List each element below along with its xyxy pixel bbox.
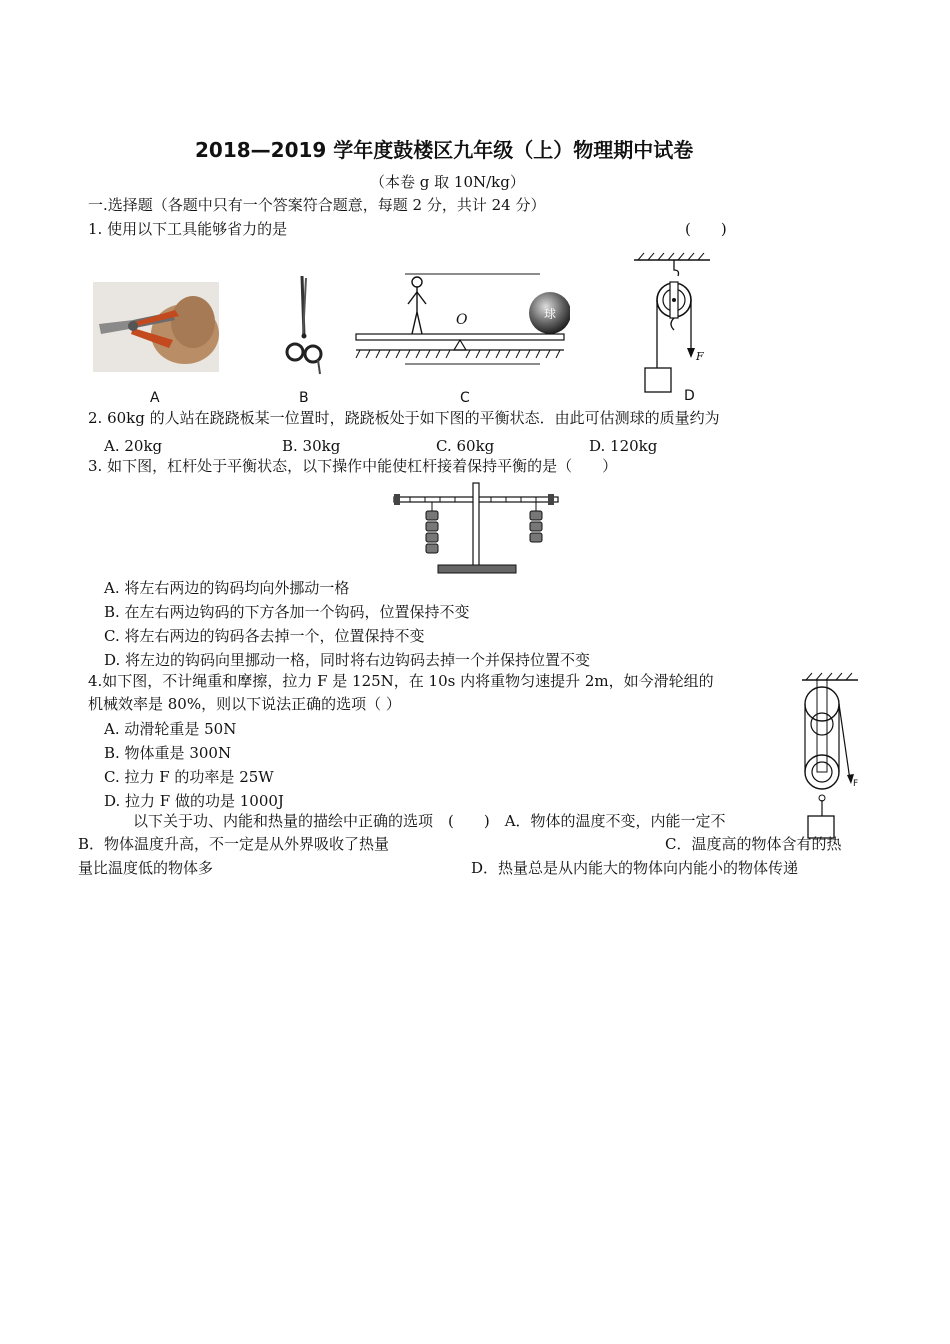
q4-option-b: B. 物体重是 300N xyxy=(104,744,232,762)
q1-figure-b-scissors xyxy=(282,274,327,376)
q5-line3-option-d: D．热量总是从内能大的物体向内能小的物体传递 xyxy=(471,859,799,877)
q1-label-b: B xyxy=(299,390,309,406)
q2-stem: 2. 60kg 的人站在跷跷板某一位置时，跷跷板处于如下图的平衡状态．由此可估测球的质量约为 xyxy=(88,409,720,427)
q3-option-a: A. 将左右两边的钩码均向外挪动一格 xyxy=(104,579,350,597)
q4-option-c: C. 拉力 F 的功率是 25W xyxy=(104,768,274,786)
q1-figure-d-pulley xyxy=(630,250,715,396)
q1-label-c: C xyxy=(460,390,470,406)
q5-line1: 以下关于功、内能和热量的描绘中正确的选项 ( ) A．物体的温度不变，内能一定不 xyxy=(133,812,726,830)
q2-option-d: D. 120kg xyxy=(589,437,658,455)
q4-option-d: D. 拉力 F 做的功是 1000J xyxy=(104,792,284,810)
q4-force-label: F xyxy=(853,779,859,789)
page-title: 2018—2019 学年度鼓楼区九年级（上）物理期中试卷 xyxy=(195,138,694,162)
q4-stem-line1: 4.如下图，不计绳重和摩擦，拉力 F 是 125N，在 10s 内将重物匀速提升 2m，如今滑轮组的 xyxy=(88,672,714,690)
q1-answer-bracket: ( ) xyxy=(685,220,727,238)
q5-line2-option-b: B．物体温度升高，不一定是从外界吸收了热量 xyxy=(78,835,390,853)
q3-option-b: B. 在左右两边钩码的下方各加一个钩码，位置保持不变 xyxy=(104,603,470,621)
page-subtitle: （本卷 g 取 10N/kg） xyxy=(370,173,525,191)
q4-stem-line2: 机械效率是 80%，则以下说法正确的选项（ ） xyxy=(88,695,401,713)
q3-option-d: D. 将左边的钩码向里挪动一格，同时将右边钩码去掉一个并保持位置不变 xyxy=(104,651,591,669)
q3-stem: 3. 如下图，杠杆处于平衡状态，以下操作中能使杠杆接着保持平衡的是（ ） xyxy=(88,457,618,475)
q1-ball-text: 球 xyxy=(544,307,557,321)
q5-line2-option-c: C．温度高的物体含有的热 xyxy=(665,835,842,853)
q2-option-b: B. 30kg xyxy=(282,437,341,455)
q1-figure-a-pliers xyxy=(93,282,219,372)
q1-label-d: D xyxy=(684,388,695,404)
q1-stem: 1. 使用以下工具能够省力的是 xyxy=(88,220,288,238)
q4-figure-pulley-block xyxy=(798,672,864,840)
q4-option-a: A. 动滑轮重是 50N xyxy=(104,720,237,738)
q5-line3-option-c-cont: 量比温度低的物体多 xyxy=(78,859,214,877)
q1-d-force-label: F xyxy=(696,350,704,363)
q1-pivot-label: O xyxy=(456,312,468,328)
q2-option-a: A. 20kg xyxy=(104,437,163,455)
q1-figure-c-seesaw xyxy=(350,268,570,370)
q3-option-c: C. 将左右两边的钩码各去掉一个，位置保持不变 xyxy=(104,627,425,645)
q3-figure-lever xyxy=(388,481,563,577)
q2-option-c: C. 60kg xyxy=(436,437,495,455)
section-heading: 一.选择题（各题中只有一个答案符合题意，每题 2 分，共计 24 分） xyxy=(88,196,546,214)
q1-label-a: A xyxy=(150,390,160,406)
